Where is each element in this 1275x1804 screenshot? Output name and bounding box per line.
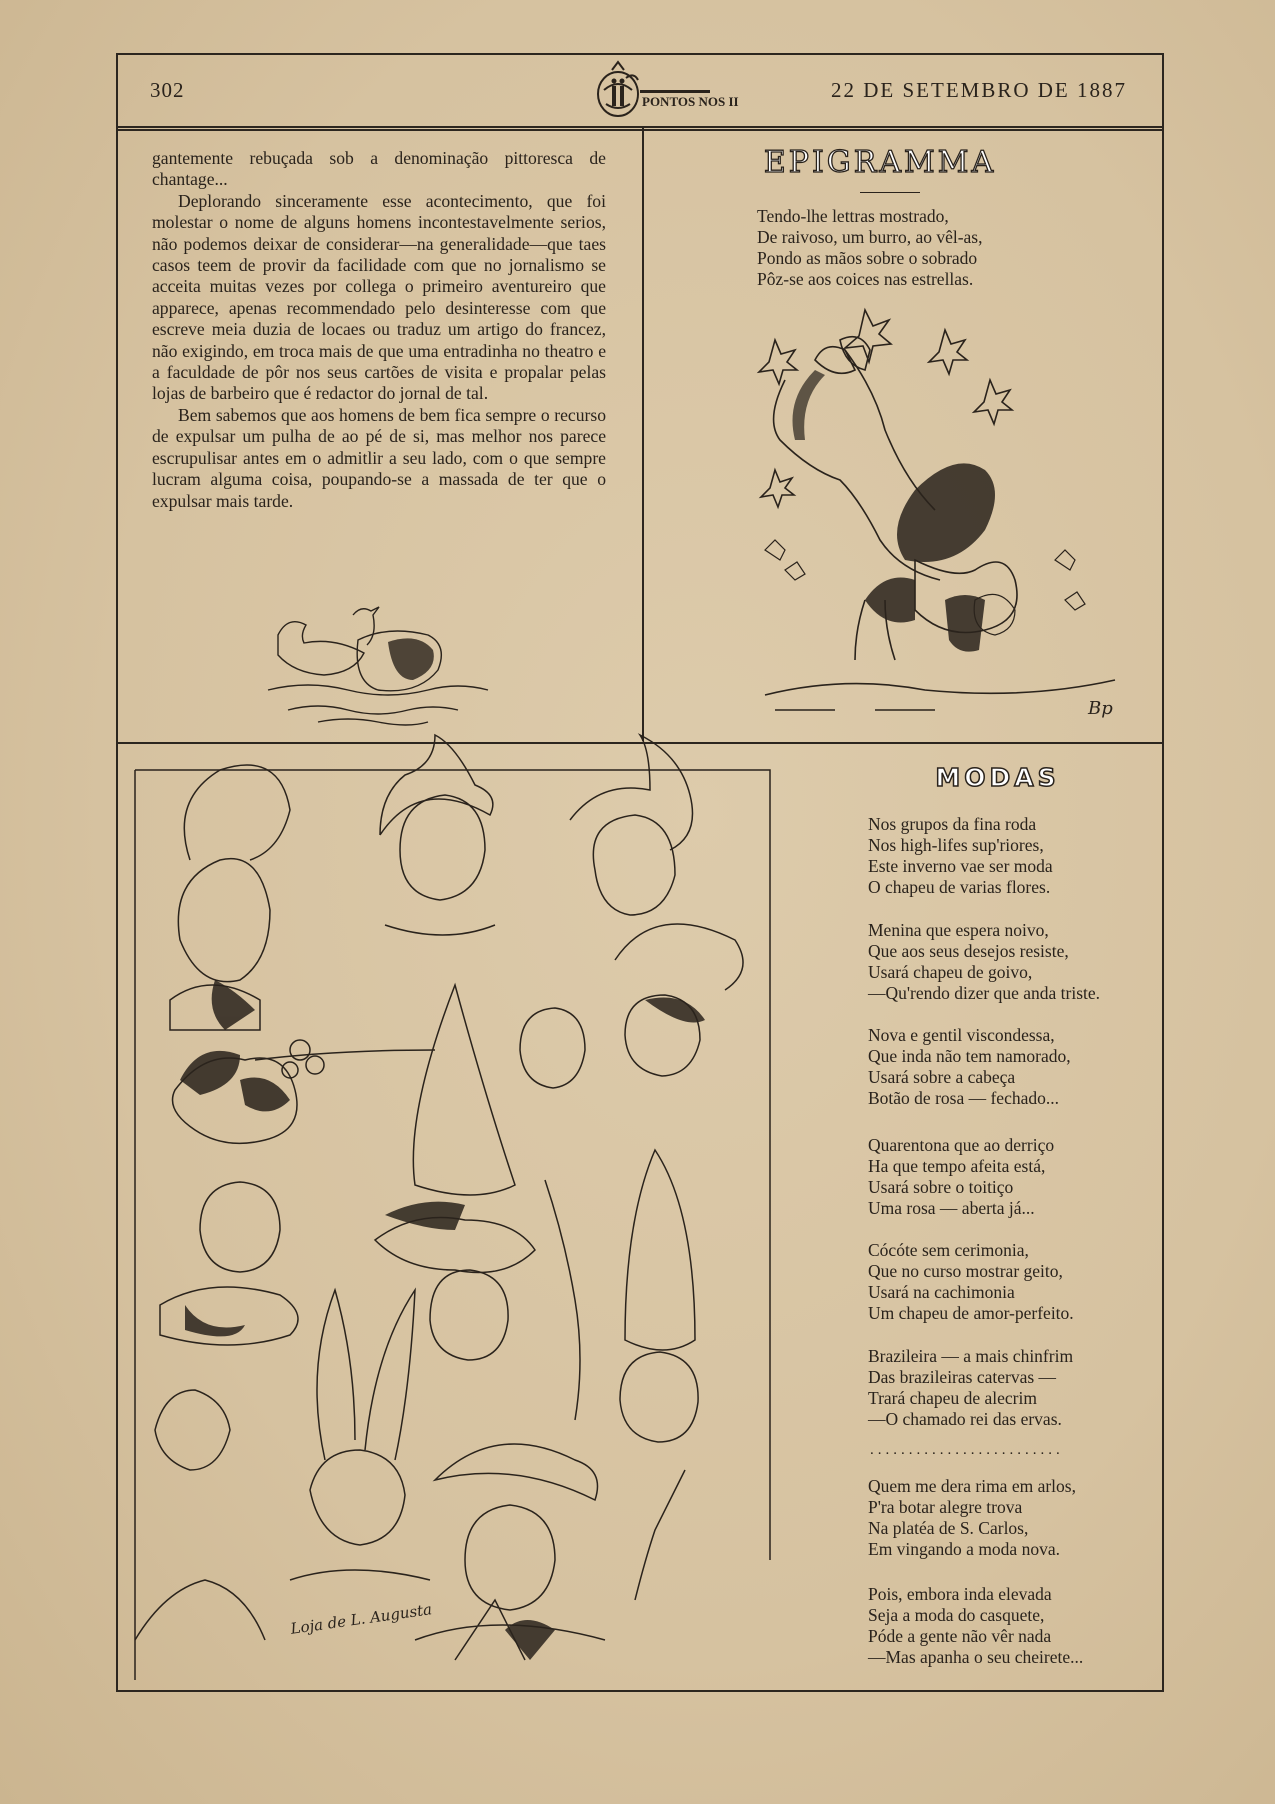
- verse-line: —O chamado rei das ervas.: [868, 1409, 1062, 1429]
- verse-line: Que no curso mostrar geito,: [868, 1261, 1063, 1281]
- epigramma-verse: [757, 206, 983, 290]
- verse-line: Este inverno vae ser moda: [868, 856, 1053, 876]
- verse-line: Usará na cachimonia: [868, 1282, 1015, 1302]
- verse-line: O chapeu de varias flores.: [868, 877, 1051, 897]
- page-number: 302: [150, 78, 185, 102]
- verse-line: Um chapeu de amor-perfeito.: [868, 1303, 1074, 1323]
- verse-line: De raivoso, um burro, ao vêl-as,: [757, 227, 983, 247]
- issue-date: 22 DE SETEMBRO DE 1887: [831, 78, 1127, 102]
- verse-line: Na platéa de S. Carlos,: [868, 1518, 1029, 1538]
- modas-stanza: [868, 1476, 1076, 1560]
- verse-line: Usará sobre a cabeça: [868, 1067, 1016, 1087]
- fashion-hats-illustration: [125, 760, 780, 1685]
- modas-title: MODAS: [935, 763, 1060, 792]
- verse-line: Nos high-lifes sup'riores,: [868, 835, 1044, 855]
- modas-stanza: [868, 1025, 1071, 1109]
- modas-stanza: [868, 1135, 1054, 1219]
- verse-line: Das brazileiras catervas —: [868, 1367, 1057, 1387]
- modas-stanza: [868, 1240, 1074, 1324]
- verse-line: Tendo-lhe lettras mostrado,: [757, 206, 949, 226]
- verse-line: Menina que espera noivo,: [868, 920, 1049, 940]
- verse-line: Usará chapeu de goivo,: [868, 962, 1033, 982]
- verse-line: Que inda não tem namorado,: [868, 1046, 1071, 1066]
- verse-line: Nova e gentil viscondessa,: [868, 1025, 1055, 1045]
- verse-line: Trará chapeu de alecrim: [868, 1388, 1037, 1408]
- article-paragraph: gantemente rebuçada sob a denominação pittoresca de chantage...: [152, 148, 606, 190]
- modas-stanza: [868, 814, 1053, 898]
- ducks-illustration: [258, 580, 498, 730]
- pontos-nos-ii-logo-icon: [582, 60, 739, 122]
- svg-text:PONTOS NOS II: PONTOS NOS II: [642, 94, 739, 109]
- fashion-artist-signature: Loja de L. Augusta: [289, 1600, 434, 1638]
- verse-line: Seja a moda do casquete,: [868, 1605, 1045, 1625]
- donkey-handstand-illustration: [745, 300, 1125, 720]
- verse-line: Ha que tempo afeita está,: [868, 1156, 1046, 1176]
- article-paragraph: Deplorando sinceramente esse acontecimento, que foi molestar o nome de alguns homens incontestavelmente serios, não podemos deixar de considerar—na generalidade—que taes casos teem de provir da facilidade com que no jornalismo se acceita muitas vezes por collega o primeiro aventureiro que apparece, apenas recommendado pelo desinteresse com que escreve meia duzia de locaes ou traduz um artigo do francez, não exigindo, em troca mais de que uma entradinha no theatro e a faculdade de pôr nos seus cartões de visita e propalar pelas lojas de barbeiro que é redactor do jornal de tal.: [152, 190, 606, 404]
- modas-stanza: [868, 1346, 1073, 1430]
- verse-line: Quarentona que ao derriço: [868, 1135, 1055, 1155]
- verse-line: Brazileira — a mais chinfrim: [868, 1346, 1074, 1366]
- modas-stanza: [868, 920, 1100, 1004]
- verse-line: Cócóte sem cerimonia,: [868, 1240, 1029, 1260]
- epigramma-artist-signature: Bp: [1088, 698, 1113, 719]
- verse-line: Pôz-se aos coices nas estrellas.: [757, 269, 974, 289]
- verse-line: Pois, embora inda elevada: [868, 1584, 1052, 1604]
- article-body: [152, 148, 606, 512]
- verse-line: Nos grupos da fina roda: [868, 814, 1037, 834]
- verse-line: Botão de rosa — fechado...: [868, 1088, 1059, 1108]
- verse-line: Quem me dera rima em arlos,: [868, 1476, 1076, 1496]
- title-underline: [860, 192, 920, 193]
- modas-stanza: [868, 1584, 1083, 1668]
- verse-line: P'ra botar alegre trova: [868, 1497, 1023, 1517]
- verse-line: Póde a gente não vêr nada: [868, 1626, 1052, 1646]
- epigramma-title: EPIGRAMMA: [763, 145, 997, 180]
- article-paragraph: Bem sabemos que aos homens de bem fica sempre o recurso de expulsar um pulha de ao pé de si, mas melhor nos parece escrupulisar antes em o admitlir a seu lado, com o que sempre lucram alguma coisa, poupando-se a massada de ter que o expulsar mais tarde.: [152, 404, 606, 511]
- verse-line: —Qu'rendo dizer que anda triste.: [868, 983, 1101, 1003]
- stanza-separator: .........................: [870, 1442, 1064, 1458]
- verse-line: Em vingando a moda nova.: [868, 1539, 1060, 1559]
- verse-line: Pondo as mãos sobre o sobrado: [757, 248, 978, 268]
- verse-line: Uma rosa — aberta já...: [868, 1198, 1035, 1218]
- verse-line: —Mas apanha o seu cheirete...: [868, 1647, 1084, 1667]
- verse-line: Que aos seus desejos resiste,: [868, 941, 1069, 961]
- verse-line: Usará sobre o toitiço: [868, 1177, 1014, 1197]
